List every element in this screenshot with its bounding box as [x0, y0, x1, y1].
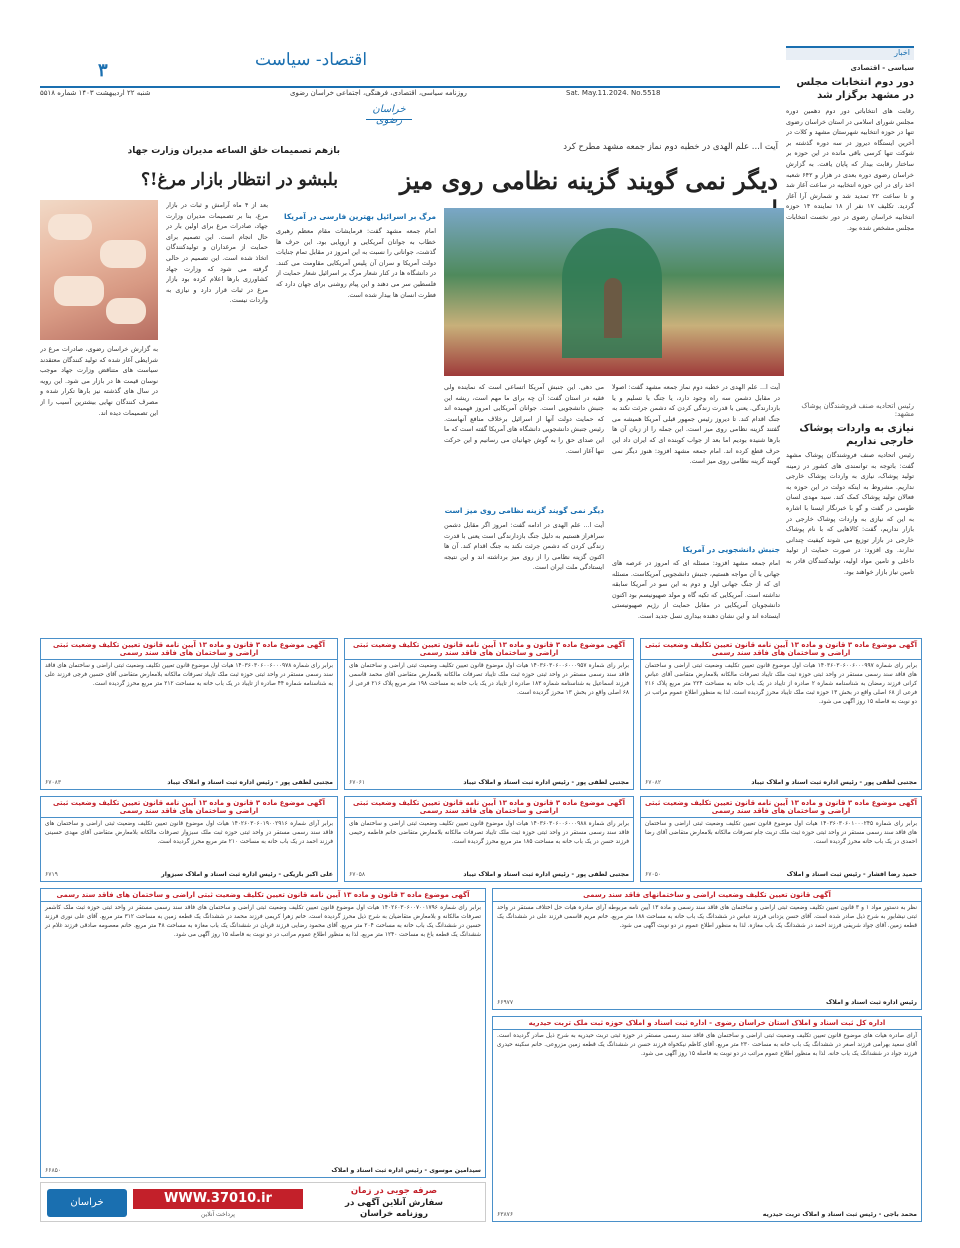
main-headline: دیگر نمی گویند گزینه نظامی روی میز	[399, 166, 778, 195]
photo-chicken-piece	[48, 214, 92, 240]
chicken-col-b: به گزارش خراسان رضوی، صادرات مرغ در شرایطی آغاز شده که تولید کنندگان معتقدند سیاست های متناقض وزارت جهاد موجب نوسان قیمت ها در بازار می شود. این رویه در سال های گذشته نیز بارها تکرار شده و مصرف کنندگان نهایی بیشترین آسیب را از این تصمیمات دیده اند.	[40, 345, 158, 417]
ad-body: برابر رای شماره ۱۴۰۳۶۰۳۰۶۰۰۶۰۰۰۹۷۸ هیات اول موضوع قانون تعیین تکلیف وضعیت ثبتی اراضی و ساختمان های فاقد سند رسمی مستقر در واحد ثبتی حوزه ثبت ملک تایباد تصرفات مالکانه بلامعارض متقاضی آقای حسین فرجی فرزند علی به شناسنامه شماره ۴۴ صادره از تایباد در یک باب خانه به مساحت ۲۱۲ متر مربع محرز گردیده است.	[45, 663, 333, 687]
promo-line3: روزنامه خراسان	[360, 1209, 428, 1219]
ad-body: برابر رای شماره ۱۴۰۲۶۰۳۰۶۰۰۷۰۰۱۷۹۶ هیات اول موضوع قانون تعیین تکلیف وضعیت ثبتی اراضی و ساختمان های فاقد سند رسمی مستقر در واحد ثبتی حوزه ثبت ملک کاشمر تصرفات مالکانه و بلامعارض متقاضیان به شرح ذیل محرز گردیده است. خانم زهرا کریمی فرزند محمد در ششدانگ یک قطعه زمین به مساحت ۳۱۲ متر مربع. آقای علی نوری فرزند حسین در ششدانگ یک باب خانه به مساحت ۲۰۴ متر مربع. آقای محمود رضایی فرزند قربان در ششدانگ یک باب مغازه به مساحت ۴۸ متر مربع. خانم معصومه صادقی فرزند غلام در ششدانگ یک قطعه باغ به مساحت ۱۲۴۰ متر مربع. لذا به منظور اطلاع عموم مراتب در دو نوبت به فاصله ۱۵ روز آگهی می شود.	[45, 905, 481, 938]
ad-body: برابر رای شماره ۱۴۰۳۶۰۳۰۶۰۰۶۰۰۰۹۵۷ هیات اول موضوع قانون تعیین تکلیف وضعیت ثبتی اراضی و ساختمان های فاقد سند رسمی مستقر در واحد ثبتی حوزه ثبت ملک تایباد تصرفات مالکانه بلامعارض متقاضی آقای محمد قاسمی فرزند اسماعیل به شناسنامه شماره ۱۸۳ صادره از تایباد در یک باب خانه به مساحت ۱۹۸ متر مربع پلاک ۲۱۶ فرعی از ۶۸ اصلی واقع در بخش ۱۳ محرز گردیده است.	[349, 663, 629, 696]
sidebar-subtag: سیاسی - اقتصادی	[850, 64, 914, 72]
date-english: Sat. May.11.2024. No.5518	[566, 89, 661, 97]
ad-number: ۶۷۱۹	[45, 871, 58, 878]
header-rule	[40, 86, 780, 88]
legal-ad-8	[492, 888, 922, 1010]
chicken-headline: بلبشو در انتظار بازار مرغ!؟	[141, 170, 338, 190]
main-col3: امام جمعه مشهد گفت: فرمایشات مقام معظم رهبری خطاب به جوانان آمریکایی و اروپایی بود. این حرف ها گذشت، جوانانی را نسبت به این امروز در مقابل تمام جنایات دولت آمریکا و سران آن پلیس آمریکایی مقاومت می کنند. در دانشگاه ها در کنار شعار مرگ بر اسرائیل شعار حمایت از فلسطین سر می دهند و این پیام روشنی برای جهان دارد که فطرت انسان ها بیدار شده است.	[276, 227, 436, 299]
ad-number: ۶۷۰۶۱	[349, 779, 366, 786]
ad-body: برابر آرای شماره ۱۴۰۲۶۰۳۰۶۰۱۹۰۰۲۹۱۶ هیات اول موضوع قانون تعیین تکلیف وضعیت ثبتی اراضی و ساختمان های فاقد سند رسمی مستقر در واحد ثبتی حوزه ثبت ملک سبزوار تصرفات مالکانه بلامعارض متقاضی آقای مهدی حسینی فرزند احمد در یک باب خانه به مساحت ۲۱۰ متر مربع محرز گردیده است.	[45, 821, 333, 845]
promo-line2: سفارش آنلاین آگهی در	[345, 1198, 443, 1208]
ad-body: نظر به دستور مواد ۱ و ۳ قانون تعیین تکلیف وضعیت ثبتی اراضی و ساختمان های فاقد سند رسمی و ماده ۱۳ آیین نامه مربوطه آرای صادره هیات حل اختلاف مستقر در واحد ثبتی نیشابور به شرح ذیل صادر شده است. آقای حسن یزدانی فرزند عباس در ششدانگ یک باب خانه به مساحت ۱۸۸ متر مربع. خانم مریم قاسمی فرزند علی در ششدانگ یک قطعه زمین. آقای جواد شریفی فرزند احمد در ششدانگ یک باب مغازه. لذا به منظور اطلاع عموم در دو نوبت آگهی می شود.	[497, 905, 917, 929]
legal-ad-6	[640, 796, 922, 882]
legal-ad-1	[640, 638, 922, 790]
paper-subtitle: روزنامه سیاسی، اقتصادی، فرهنگی، اجتماعی خراسان رضوی	[290, 89, 467, 97]
legal-ad-2	[344, 638, 634, 790]
ad-body: آرای صادره هیات های موضوع قانون تعیین تکلیف وضعیت ثبتی اراضی و ساختمان های فاقد سند رسمی مستقر در حوزه ثبتی تربت حیدریه به شرح ذیل صادر گردیده است. آقای سعید بهرامی فرزند اصغر در ششدانگ یک باب خانه به مساحت ۲۳۰ متر مربع. آقای کاظم نیکخواه فرزند حسن در ششدانگ یک قطعه زمین مزروعی. خانم سکینه حیدری فرزند جواد در ششدانگ یک باب خانه. لذا به منظور اطلاع عموم مراتب در دو نوبت به فاصله ۱۵ روز آگهی می شود.	[497, 1033, 917, 1057]
ad-footer: حمید رضا افشار - رئیس ثبت اسناد و املاک	[786, 871, 917, 878]
main-col2-sub: دیگر نمی گویند گزینه نظامی روی میز است	[444, 506, 604, 515]
main-col3-sub: مرگ بر اسرائیل بهترین فارسی در آمریکا	[284, 212, 436, 221]
ad-title: آگهی موضوع ماده ۳ قانون و ماده ۱۳ آیین نامه قانون تعیین تکلیف وضعیت ثبتی اراضی و ساختمان های فاقد سند رسمی	[41, 889, 485, 902]
news1-body: رقابت های انتخاباتی دور دوم دهمین دوره مجلس شورای اسلامی در استان خراسان رضوی تنها در حوزه انتخابیه شهرستان مشهد و کلات در آخرین ایستگاه دیروز در سه دوره گذشته بر شوکت تنها کرسی باقی مانده در این حوزه بر ساختار رقابت بیدار که پایان یافت. به گزارش خراسان رضوی دوره بعدی در هزار و ۶۴۲ شعبه اخذ رای در این حوزه انتخابیه در ساعت آغاز شد و تا ساعت ۲۲ تمدید شد و شمارش آرا آغاز گردید. تکلیف ۱۷ نفر از ۱۸ نماینده ۱۴ حوزه انتخابیه خراسان رضوی در دور نخست انتخابات مجلس مشخص شده بود.	[786, 107, 914, 232]
photo-chicken-piece	[106, 298, 146, 324]
main-col2: می دهی. این جنبش آمریکا اتساعی است که نماینده ولی فقیه در استان گفت: آن چه برای ما مهم است، ریشه این جنبش دانشجویی است. جوانان آمریکایی امروز فهمیده اند که حمایت دولت آنها از اسرائیل برخلاف منافع آنهاست. رئیس جنبش دانشجویی دانشگاه های آمریکا گفته است که ما این صدای حق را به گوش جهانیان می رسانیم و این حرکت تنها آغاز است.	[444, 383, 604, 455]
section-title: اقتصاد- سیاست	[255, 50, 368, 70]
ad-footer: سیدامین موسوی - رئیس اداره ثبت اسناد و املاک	[331, 1167, 481, 1174]
photo-chicken-piece	[100, 240, 146, 268]
news2-body: رئیس اتحادیه صنف فروشندگان پوشاک مشهد گفت: باتوجه به توانمندی های کشور در زمینه تولید پوشاک، نیازی به واردات پوشاک خارجی نداریم. مشروط به اینکه دولت در این حوزه به فعالان تولید پوشاک کمک کند. سید مهدی لسان طوسی در گفت و گو با خبرنگار ایسنا با اشاره به این که نیازی به واردات پوشاک خارجی در بازار نداریم، گفت: کالاهایی که با نام پوشاک خارجی در بازار توزیع می شوند کیفیت چندانی ندارند. وی افزود: در صورت حمایت از تولید داخلی و تامین مواد اولیه، تولیدکنندگان قادر به تامین نیاز بازار خواهند بود.	[786, 451, 914, 576]
news1-title: دور دوم انتخابات مجلس در مشهد برگزار شد	[796, 77, 914, 101]
legal-ad-4	[40, 796, 338, 882]
ad-footer: رئیس اداره ثبت اسناد و املاک	[825, 999, 917, 1006]
photo-speaker	[604, 278, 622, 338]
ad-number: ۶۷۰۵۰	[645, 871, 662, 878]
photo-chicken-piece	[54, 276, 104, 306]
ad-title: آگهی موضوع ماده ۳ قانون و ماده ۱۳ آیین نامه قانون تعیین تکلیف وضعیت ثبتی اراضی و ساختمان های فاقد سند رسمی	[41, 639, 337, 660]
news2-title: نیازی به واردات پوشاک خارجی نداریم	[799, 423, 914, 447]
chicken-col-a: بعد از ۴ ماه آرامش و ثبات در بازار مرغ، بنا بر تصمیمات مدیران وزارت جهاد، صادرات مرغ برای اولین بار در حال انجام است. این تصمیم برای حمایت از مرغداران و تولیدکنندگان اتخاذ شده است. این تصمیم در حالی گرفته می شود که وزارت جهاد کشاورزی بارها اعلام کرده بود بازار مرغ در ثبات قرار دارد و نیازی به واردات نیست.	[166, 201, 268, 305]
ad-number: ۶۶۸۵۰	[45, 1167, 62, 1174]
chicken-kicker: بازهم تصمیمات خلق الساعه مدیران وزارت جهاد	[127, 146, 340, 156]
ad-title: اداره کل ثبت اسناد و املاک استان خراسان رضوی - اداره ثبت اسناد و املاک حوزه ثبت ملک تربت حیدریه	[493, 1017, 921, 1030]
legal-ad-7	[40, 888, 486, 1178]
chicken-photo	[40, 200, 158, 340]
ad-number: ۶۷۰۵۸	[349, 871, 366, 878]
main-col1: آیت ا... علم الهدی در خطبه دوم نماز جمعه مشهد گفت: اصولا در مقابل دشمن سه راه وجود دارد، یا جنگ یا تسلیم و یا بازدارندگی. یعنی با قدرت زندگی کردن که دشمن جرئت نکند به جنگ اقدام کند. تا دیروز رئیس جمهور قبلی آمریکا همیشه می گفتند گزینه نظامی روی میز است. این جمله را از زبان آن ها بارها شنیده بودیم اما بعد از جواب کوبنده ای که ایران داد این حرف قطع کرده اند. امام جمعه مشهد افزود: هنوز دیگر نمی گویند گزینه نظامی روی میز است.	[612, 383, 780, 466]
ad-title: آگهی موضوع ماده ۳ قانون و ماده ۱۳ آیین نامه قانون تعیین تکلیف وضعیت ثبتی اراضی و ساختمان های فاقد سند رسمی	[641, 797, 921, 818]
paper-logo: خراسان رضوی	[366, 104, 412, 120]
promo-payment: پرداخت آنلاین	[201, 1211, 235, 1218]
friday-prayer-photo	[444, 208, 784, 376]
promo-line1: صرفه جویی در زمان	[350, 1186, 438, 1196]
ad-title: آگهی موضوع ماده ۳ قانون و ماده ۱۳ آیین نامه قانون تعیین تکلیف وضعیت ثبتی اراضی و ساختمان های فاقد سند رسمی	[345, 639, 633, 660]
ad-body: برابر رای شماره ۱۴۰۳۶۰۳۰۶۰۰۶۰۰۰۹۸۸ هیات اول موضوع قانون تعیین تکلیف وضعیت ثبتی اراضی و ساختمان های فاقد سند رسمی مستقر در واحد ثبتی حوزه ثبت ملک تایباد تصرفات مالکانه بلامعارض متقاضی خانم فاطمه رحیمی فرزند حسن در یک باب خانه به مساحت ۱۸۵ متر مربع محرز گردیده است.	[349, 821, 629, 845]
ad-footer: علی اکبر باریکی - رئیس اداره ثبت اسناد و املاک سبزوار	[161, 871, 333, 878]
ad-title: آگهی قانون تعیین تکلیف وضعیت اراضی و ساختمانهای فاقد سند رسمی	[493, 889, 921, 902]
page-header	[40, 46, 780, 86]
ad-footer: مجتبی لطفی پور - رئیس اداره ثبت اسناد و املاک تیباد	[167, 779, 333, 786]
ad-footer: مجتبی لطفی پور - رئیس اداره ثبت اسناد و املاک تیباد	[463, 871, 629, 878]
main-col2b: آیت ا... علم الهدی در ادامه گفت: امروز اگر مقابل دشمن سرافراز هستیم به دلیل جنگ بازدارندگی است یعنی با قدرت زندگی کردن که دشمن جرئت نکند به جنگ اقدام کند. آن ها اکنون گزینه نظامی را از روی میز برداشته اند و این نتیجه ایستادگی ملت ایران است.	[444, 521, 604, 572]
main-col1-sub: جنبش دانشجویی در آمریکا	[682, 545, 780, 554]
sidebar-tag: اخبار	[786, 46, 914, 60]
ad-number: ۶۶۹۷۷	[497, 999, 514, 1006]
ad-title: آگهی موضوع ماده ۳ قانون و ماده ۱۳ آیین نامه قانون تعیین تکلیف وضعیت ثبتی اراضی و ساختمان های فاقد سند رسمی	[641, 639, 921, 660]
ad-number: ۶۷۰۸۳	[45, 779, 62, 786]
main-col1b: امام جمعه مشهد افزود: مسئله ای که امروز در عرصه های جهانی با آن مواجه هستیم، جنبش دانشجویی آمریکاست. مسئله ای که از جنگ جهانی اول و دوم به این سو در آمریکا سابقه نداشته است. آمریکایی که تکیه گاه و مولد صهیونیسم بود اکنون دانشجویان آمریکایی در مقابل حمایت از رژیم صهیونیستی ایستاده اند و این نشان دهنده بیداری نسل جدید است.	[612, 559, 780, 620]
main-kicker: آیت ا... علم الهدی در خطبه دوم نماز جمعه مشهد مطرح کرد	[563, 142, 778, 152]
ad-number: ۶۳۸۷۶	[497, 1211, 514, 1218]
legal-ad-9	[492, 1016, 922, 1222]
legal-ad-5	[344, 796, 634, 882]
ad-title: آگهی موضوع ماده ۳ قانون و ماده ۱۳ آیین نامه قانون تعیین تکلیف وضعیت ثبتی اراضی و ساختمان های فاقد سند رسمی	[41, 797, 337, 818]
promo-url-link[interactable]: WWW.37010.ir	[133, 1189, 303, 1209]
ad-footer: مجتبی لطفی پور - رئیس اداره ثبت اسناد و املاک تیباد	[751, 779, 917, 786]
khorasan-logo: خراسان	[47, 1189, 127, 1217]
legal-ad-3	[40, 638, 338, 790]
ad-footer: محمد باجی - رئیس ثبت اسناد و املاک تربت حیدریه	[762, 1211, 917, 1218]
ad-footer: مجتبی لطفی پور - رئیس اداره ثبت اسناد و املاک تیباد	[463, 779, 629, 786]
ad-body: برابر رای شماره ۱۴۰۳۶۰۳۰۶۰۰۶۰۰۰۹۹۷ هیات اول موضوع قانون تعیین تکلیف وضعیت ثبتی اراضی و ساختمان های فاقد سند رسمی مستقر در واحد ثبتی حوزه ثبت ملک تایباد تصرفات مالکانه بلامعارض متقاضی آقای عباس کرانی فرزند رمضان به شناسنامه شماره ۲ صادره از تایباد در یک باب خانه به مساحت ۲۲۴ متر مربع پلاک ۲۱۶ فرعی از ۶۸ اصلی واقع در بخش ۱۳ حوزه ثبت ملک تایباد محرز گردیده است. لذا به منظور اطلاع عموم مراتب در دو نوبت به فاصله ۱۵ روز آگهی می شود.	[645, 663, 918, 705]
news-sidebar	[786, 46, 914, 636]
page-number: ۳	[98, 60, 108, 81]
news2-caption: رئیس اتحادیه صنف فروشندگان پوشاک مشهد:	[801, 402, 914, 418]
online-ad-promo	[40, 1182, 486, 1222]
ad-body: برابر رای شماره ۱۴۰۳۶۰۳۰۶۰۱۰۰۰۲۴۵ هیات اول موضوع قانون تعیین تکلیف وضعیت ثبتی اراضی و ساختمان های فاقد سند رسمی مستقر در واحد ثبتی حوزه ثبت ملک تربت جام تصرفات مالکانه بلامعارض متقاضی آقای رضا احمدی در یک باب خانه محرز گردیده است.	[645, 821, 917, 845]
date-persian: شنبه ۲۲ اردیبهشت ۱۴۰۳ شماره ۵۵۱۸	[40, 89, 151, 97]
ad-title: آگهی موضوع ماده ۳ قانون و ماده ۱۳ آیین نامه قانون تعیین تکلیف وضعیت ثبتی اراضی و ساختمان های فاقد سند رسمی	[345, 797, 633, 818]
ad-number: ۶۷۰۸۲	[645, 779, 662, 786]
